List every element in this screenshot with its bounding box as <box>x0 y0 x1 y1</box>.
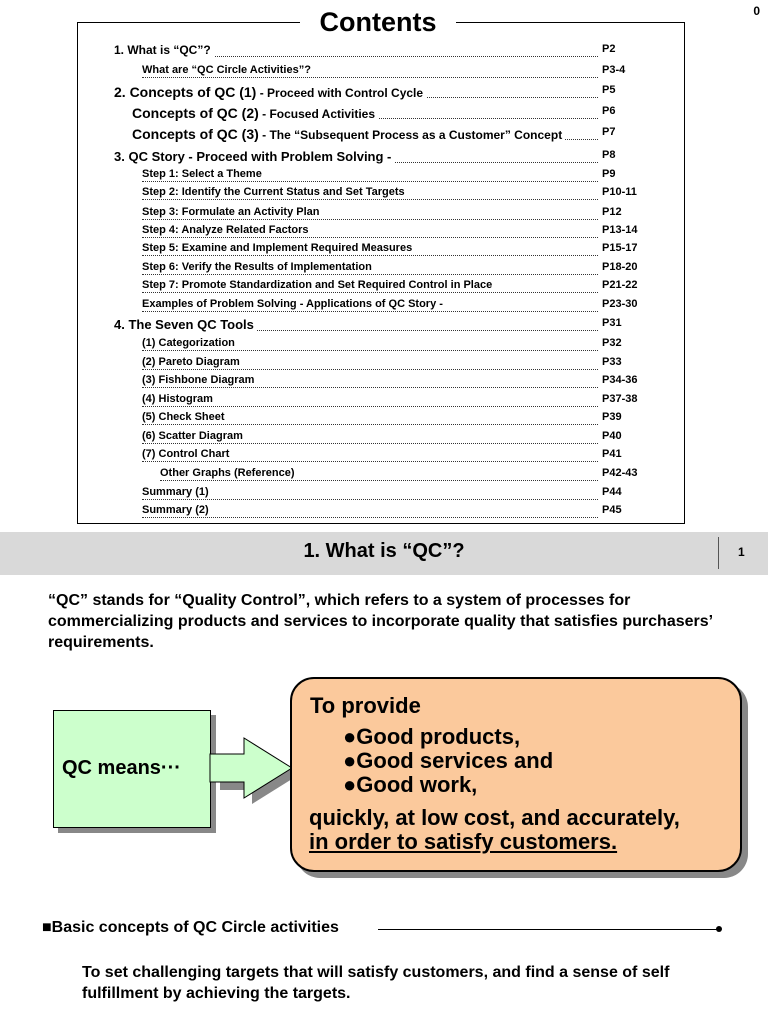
toc-page-ref: P13-14 <box>602 224 638 236</box>
toc-page-ref: P10-11 <box>602 186 637 198</box>
toc-label <box>142 337 238 349</box>
toc-label-text: 4. The Seven QC Tools <box>114 317 254 332</box>
toc-page-ref: P21-22 <box>602 279 638 291</box>
toc-entry <box>0 126 768 144</box>
toc-page-ref: P33 <box>602 356 622 368</box>
toc-label <box>114 43 214 57</box>
heading-rule <box>378 929 720 930</box>
toc-label <box>142 206 322 218</box>
heading-rule-dot <box>716 926 722 932</box>
toc-label-text: Step 3: Formulate an Activity Plan <box>142 206 320 218</box>
toc-page-ref: P8 <box>602 149 616 161</box>
toc-label <box>142 374 257 386</box>
provide-purpose: in order to satisfy customers. <box>309 829 618 854</box>
header-divider <box>718 537 719 569</box>
toc-page-ref: P37-38 <box>602 393 638 405</box>
toc-label-text: Examples of Problem Solving - Applications of QC Story - <box>142 298 443 310</box>
toc-page-ref: P2 <box>602 43 616 55</box>
toc-entry <box>0 43 768 61</box>
toc-label <box>142 448 232 460</box>
toc-label-text: (7) Control Chart <box>142 448 230 460</box>
toc-label <box>142 261 375 273</box>
toc-page-ref: P18-20 <box>602 261 638 273</box>
toc-label <box>142 168 265 180</box>
toc-page-ref: P3-4 <box>602 64 626 76</box>
toc-label <box>142 504 212 516</box>
toc-label <box>132 105 378 121</box>
toc-page-ref: P23-30 <box>602 298 638 310</box>
toc-label-text: What are “QC Circle Activities”? <box>142 64 311 76</box>
toc-label <box>142 242 415 254</box>
toc-label <box>160 467 297 479</box>
toc-label-text: Step 2: Identify the Current Status and Set Targets <box>142 186 405 198</box>
toc-page-ref: P6 <box>602 105 616 117</box>
toc-label-text: (1) Categorization <box>142 337 235 349</box>
toc-page-ref: P41 <box>602 448 622 460</box>
toc-label-text: Other Graphs (Reference) <box>160 467 295 479</box>
toc-label-text: (5) Check Sheet <box>142 411 225 423</box>
toc-label-text: (2) Pareto Diagram <box>142 356 240 368</box>
toc-label <box>142 224 311 236</box>
page-title: 1. What is “QC”? <box>303 540 465 562</box>
toc-label-text: 2. Concepts of QC (1) <box>114 84 257 100</box>
bullet-good-services: ●Good services and <box>343 748 554 773</box>
toc-page-ref: P44 <box>602 486 622 498</box>
toc-label-text: Step 1: Select a Theme <box>142 168 262 180</box>
toc-page-ref: P12 <box>602 206 622 218</box>
toc-label-text: Summary (2) <box>142 504 209 516</box>
toc-page-ref: P45 <box>602 504 622 516</box>
toc-page-ref: P34-36 <box>602 374 638 386</box>
provide-intro: To provide <box>310 693 421 718</box>
toc-label <box>114 317 257 332</box>
bullet-good-products: ●Good products, <box>343 724 521 749</box>
toc-label <box>142 411 228 423</box>
toc-label <box>114 149 394 164</box>
toc-label-text: Step 7: Promote Standardization and Set Required Control in Place <box>142 279 493 291</box>
toc-label-text: Concepts of QC (3) <box>132 126 259 142</box>
page-number: 1 <box>738 545 745 559</box>
toc-label-text: 3. QC Story - Proceed with Problem Solving - <box>114 149 392 164</box>
toc-label-text: 1. What is “QC”? <box>114 43 211 57</box>
right-arrow-icon <box>208 736 298 806</box>
toc-page-ref: P39 <box>602 411 622 423</box>
toc-label-subtitle: - The “Subsequent Process as a Customer” Concept <box>258 128 563 142</box>
toc-page-ref: P31 <box>602 317 622 329</box>
toc-label <box>142 486 212 498</box>
toc-label <box>142 186 408 198</box>
provide-manner: quickly, at low cost, and accurately, <box>309 805 680 830</box>
toc-label-text: Step 4: Analyze Related Factors <box>142 224 309 236</box>
toc-label-text: Step 6: Verify the Results of Implementation <box>142 261 372 273</box>
toc-label-text: Step 5: Examine and Implement Required Measures <box>142 242 413 254</box>
toc-label <box>142 356 243 368</box>
toc-label <box>132 126 565 142</box>
basic-concepts-heading: ■Basic concepts of QC Circle activities <box>42 919 345 937</box>
bullet-good-work: ●Good work, <box>343 772 478 797</box>
toc-label <box>142 430 246 442</box>
toc-label-subtitle: - Proceed with Control Cycle <box>256 86 424 100</box>
toc-page-ref: P5 <box>602 84 616 96</box>
toc-label <box>142 279 495 291</box>
toc-entry <box>0 504 768 522</box>
qc-means-label: QC means··· <box>62 757 181 779</box>
toc-page-ref: P9 <box>602 168 616 180</box>
toc-page-ref: P42-43 <box>602 467 638 479</box>
toc-label-subtitle: - Focused Activities <box>258 107 376 121</box>
toc-label-text: Summary (1) <box>142 486 209 498</box>
toc-page-ref: P15-17 <box>602 242 638 254</box>
toc-page-ref: P7 <box>602 126 616 138</box>
toc-entry <box>0 84 768 102</box>
page-number: 0 <box>753 4 760 18</box>
toc-entry <box>0 105 768 123</box>
toc-label <box>142 64 314 76</box>
toc-label-text: (3) Fishbone Diagram <box>142 374 255 386</box>
contents-title: Contents <box>300 4 456 40</box>
toc-page-ref: P40 <box>602 430 622 442</box>
toc-page-ref: P32 <box>602 337 622 349</box>
toc-label <box>114 84 426 100</box>
toc-label-text: Concepts of QC (2) <box>132 105 259 121</box>
toc-label-text: (6) Scatter Diagram <box>142 430 243 442</box>
basic-concepts-text: To set challenging targets that will satisfy customers, and find a sense of self fulfillment by achieving the targets. <box>82 964 670 1002</box>
toc-label <box>142 393 216 405</box>
toc-label <box>142 298 446 310</box>
qc-definition: “QC” stands for “Quality Control”, which refers to a system of processes for commercializing products and services to incorporate quality that satisfies purchasers’ requirements. <box>48 592 713 651</box>
toc-label-text: (4) Histogram <box>142 393 213 405</box>
